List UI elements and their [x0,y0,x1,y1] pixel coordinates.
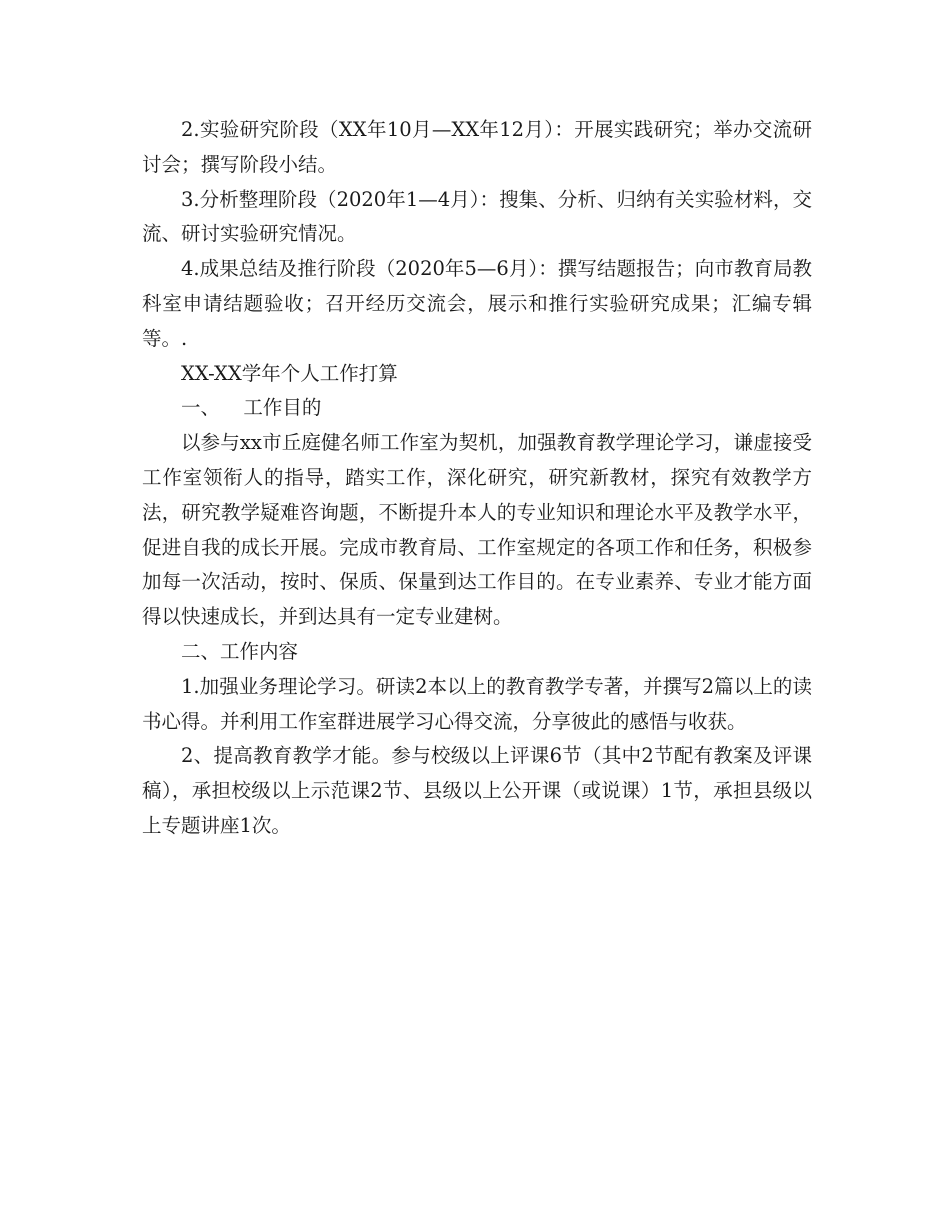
document-page [142,113,812,844]
content-item-1: 1.加强业务理论学习。研读2本以上的教育教学专著，并撰写2篇以上的读书心得。并利用工作室群进展学习心得交流，分享彼此的感悟与收获。 [142,674,812,733]
plan-title: XX-XX学年个人工作打算 [181,361,398,385]
section-heading-goal [142,391,812,426]
content-item-2: 2、提高教育教学才能。参与校级以上评课6节（其中2节配有教案及评课稿），承担校级以上示范课2节、县级以上公开课（或说课）1节，承担县级以上专题讲座1次。 [142,744,812,837]
stage-paragraph-4: 4.成果总结及推行阶段（2020年5—6月）：撰写结题报告；向市教育局教科室申请结题验收；召开经历交流会，展示和推行实验研究成果；汇编专辑等。. [142,257,812,350]
section-number: 一、 [181,396,221,420]
goal-paragraph: 以参与xx市丘庭健名师工作室为契机，加强教育教学理论学习，谦虚接受工作室领衔人的指导，踏实工作，深化研究，研究新教材，探究有效教学方法，研究教学疑难咨询题，不断提升本人的专业知识和理论水平及教学水平，促进自我的成长开展。完成市教育局、工作室规定的各项工作和任务，积极参加每一次活动，按时、保质、保量到达工作目的。在专业素养、专业才能方面得以快速成长，并到达具有一定专业建树。 [142,431,812,629]
section-title: 工作目的 [243,396,322,420]
stage-paragraph-2: 2.实验研究阶段（XX年10月—XX年12月）：开展实践研究；举办交流研讨会；撰写阶段小结。 [142,118,812,176]
section-heading-content: 二、工作内容 [181,639,299,663]
stage-paragraph-3: 3.分析整理阶段（2020年1—4月）：搜集、分析、归纳有关实验材料，交流、研讨实验研究情况。 [142,187,812,246]
